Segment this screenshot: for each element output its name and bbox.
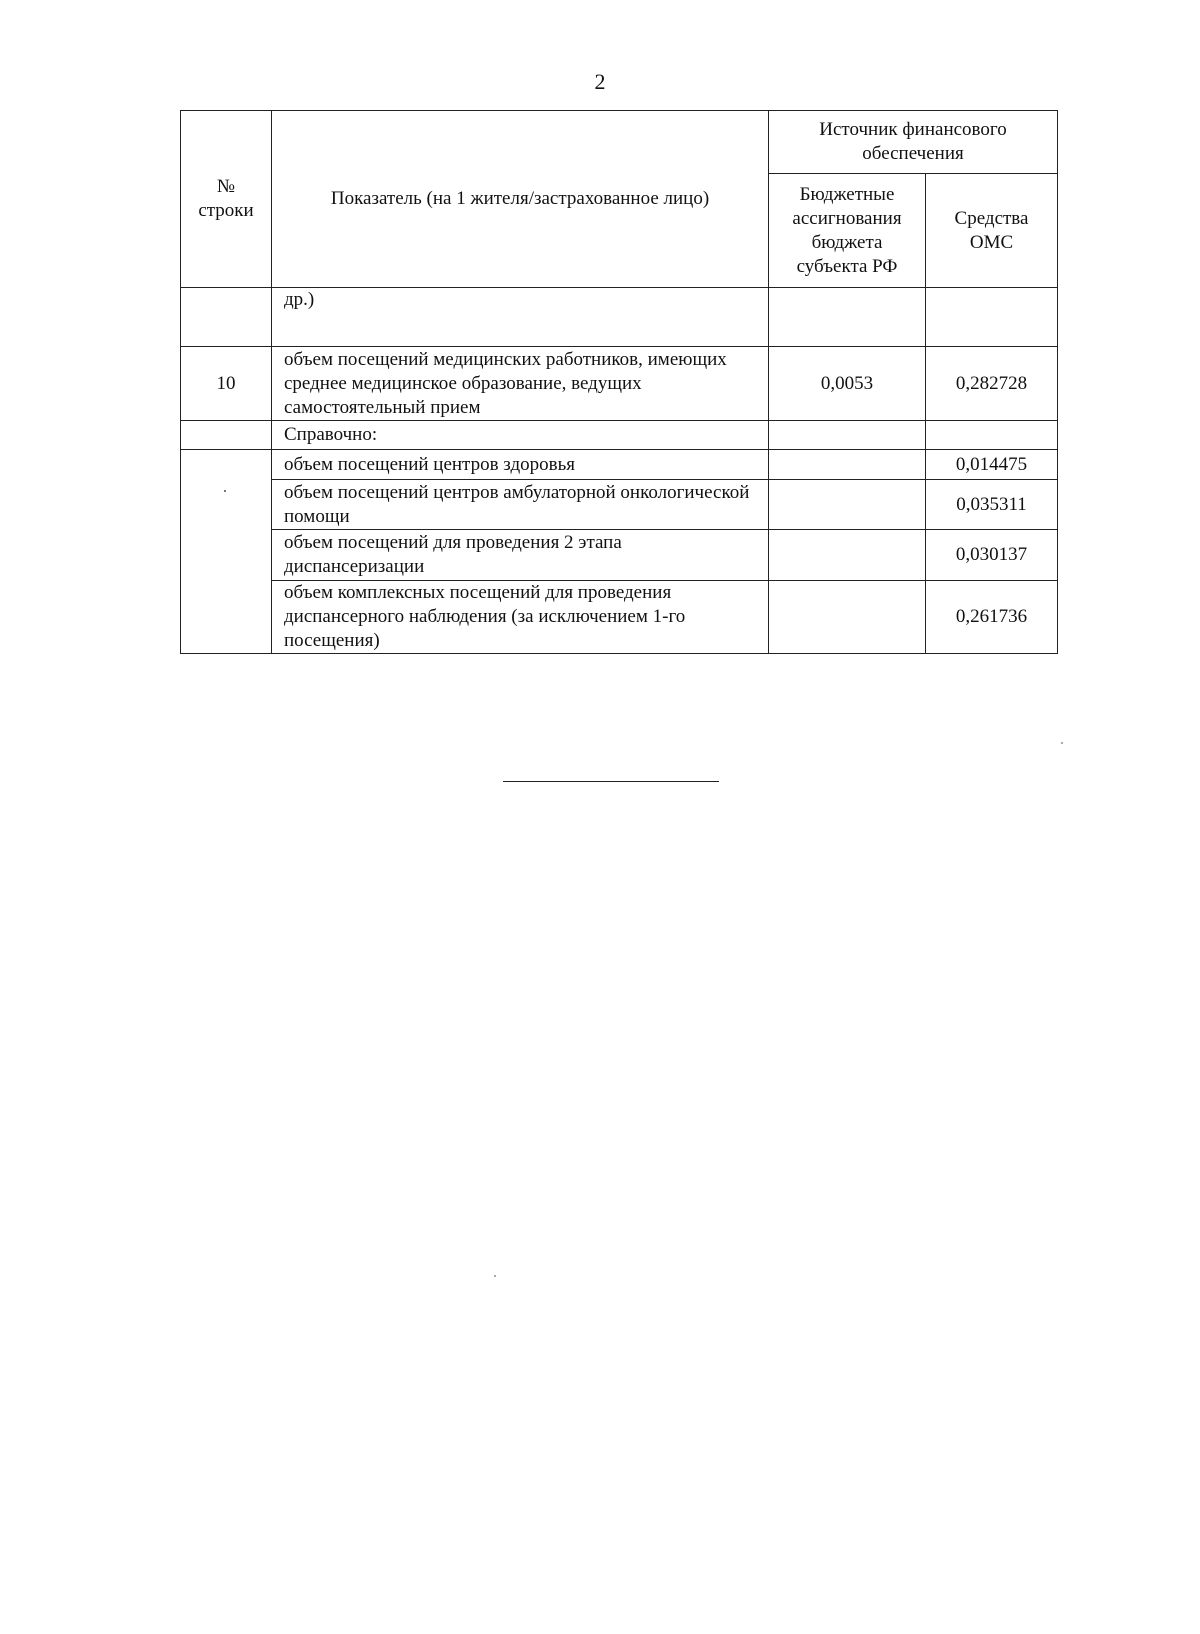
row-oms-cell: 0,035311: [926, 480, 1058, 530]
row-budget-cell: [769, 288, 926, 347]
row-text-cell: Справочно:: [272, 421, 769, 450]
row-oms-cell: 0,282728: [926, 347, 1058, 421]
row-budget-cell: [769, 450, 926, 480]
row-number-cell: [181, 421, 272, 450]
table-row: [181, 480, 1058, 530]
row-budget-cell: [769, 530, 926, 581]
table-row: [181, 530, 1058, 581]
table-row: [181, 421, 1058, 450]
row-text-cell: объем посещений медицинских работников, имеющих среднее медицинское образование, ведущих самостоятельный прием: [272, 347, 769, 421]
row-budget-cell: [769, 480, 926, 530]
header-row-1: [181, 111, 1058, 174]
row-number-cell: 10: [181, 347, 272, 421]
row-oms-cell: 0,030137: [926, 530, 1058, 581]
table-row: [181, 581, 1058, 654]
header-row-number: № строки: [181, 111, 272, 288]
scan-speck: [494, 1275, 496, 1277]
row-oms-cell: 0,261736: [926, 581, 1058, 654]
row-oms-cell: 0,014475: [926, 450, 1058, 480]
header-budget: Бюджетные ассигнования бюджета субъекта РФ: [769, 174, 926, 288]
row-text-cell: объем посещений центров здоровья: [272, 450, 769, 480]
header-oms: Средства ОМС: [926, 174, 1058, 288]
header-funding-source: Источник финансового обеспечения: [769, 111, 1058, 174]
table-row: [181, 288, 1058, 347]
row-budget-cell: [769, 421, 926, 450]
end-of-document-rule: [503, 781, 719, 782]
row-text-cell: объем комплексных посещений для проведения диспансерного наблюдения (за исключением 1-го посещения): [272, 581, 769, 654]
row-text-cell: объем посещений для проведения 2 этапа диспансеризации: [272, 530, 769, 581]
row-number-cell: [181, 450, 272, 654]
row-text-cell: объем посещений центров амбулаторной онкологической помощи: [272, 480, 769, 530]
scan-dot: [224, 490, 226, 492]
row-oms-cell: [926, 421, 1058, 450]
table-row: [181, 450, 1058, 480]
row-number-cell: [181, 288, 272, 347]
indicator-table: [180, 110, 1058, 654]
scan-speck: [1061, 742, 1063, 744]
row-oms-cell: [926, 288, 1058, 347]
page-number: 2: [594, 69, 606, 94]
row-budget-cell: [769, 581, 926, 654]
table-row: [181, 347, 1058, 421]
row-budget-cell: 0,0053: [769, 347, 926, 421]
row-text-cell: др.): [272, 288, 769, 347]
header-indicator: Показатель (на 1 жителя/застрахованное лицо): [272, 111, 769, 288]
